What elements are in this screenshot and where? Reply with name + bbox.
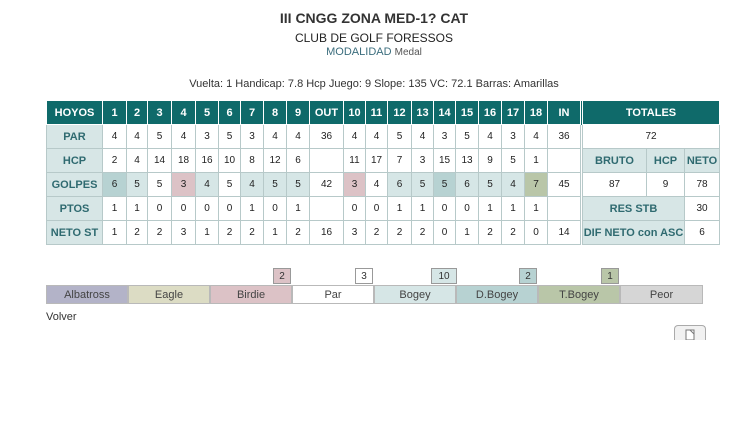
- golpes-cell: 7: [525, 173, 548, 197]
- par-cell: 5: [219, 125, 241, 149]
- ptos-cell: 1: [127, 197, 148, 221]
- ptos-row: [47, 197, 720, 221]
- golpes-cell: 4: [366, 173, 388, 197]
- par-cell: 5: [388, 125, 412, 149]
- hole-header: 6: [219, 101, 241, 125]
- par-cell: 4: [479, 125, 502, 149]
- neto-cell: 1: [264, 221, 287, 245]
- hcp-total-value: 9: [647, 173, 685, 197]
- par-cell: 4: [344, 125, 366, 149]
- ptos-cell: 1: [287, 197, 310, 221]
- hole-header: 16: [479, 101, 502, 125]
- golpes-cell: 4: [502, 173, 525, 197]
- hoyos-header: HOYOS: [47, 101, 103, 125]
- neto-cell: 0: [434, 221, 456, 245]
- golpes-cell: 5: [148, 173, 172, 197]
- golpes-cell: 5: [127, 173, 148, 197]
- hole-header: 9: [287, 101, 310, 125]
- scorecard-table: [46, 100, 720, 245]
- hcp-cell: 13: [456, 149, 479, 173]
- par-cell: 4: [172, 125, 196, 149]
- par-out: 36: [310, 125, 344, 149]
- par-cell: 3: [241, 125, 264, 149]
- golpes-row: [47, 173, 720, 197]
- ptos-in: [548, 197, 581, 221]
- par-cell: 5: [148, 125, 172, 149]
- hole-header: 7: [241, 101, 264, 125]
- par-cell: 4: [127, 125, 148, 149]
- bruto-label: BRUTO: [583, 149, 647, 173]
- par-cell: 4: [412, 125, 434, 149]
- neto-label: NETO: [685, 149, 720, 173]
- in-header: IN: [548, 101, 581, 125]
- hole-header: 4: [172, 101, 196, 125]
- neto-value: 78: [685, 173, 720, 197]
- hcp-cell: 4: [127, 149, 148, 173]
- hole-header: 5: [196, 101, 219, 125]
- legend-bogey: Bogey: [374, 285, 456, 304]
- par-label: PAR: [47, 125, 103, 149]
- ptos-cell: 0: [366, 197, 388, 221]
- golpes-label: GOLPES: [47, 173, 103, 197]
- ptos-cell: 0: [264, 197, 287, 221]
- neto-row: [47, 221, 720, 245]
- par-cell: 3: [434, 125, 456, 149]
- golpes-cell: 4: [196, 173, 219, 197]
- legend-dbogey: D.Bogey: [456, 285, 538, 304]
- neto-cell: 2: [148, 221, 172, 245]
- golpes-cell: 5: [479, 173, 502, 197]
- bogey-count: 10: [431, 268, 457, 284]
- ptos-cell: 0: [434, 197, 456, 221]
- hcp-cell: 16: [196, 149, 219, 173]
- ptos-cell: 1: [502, 197, 525, 221]
- neto-cell: 0: [525, 221, 548, 245]
- neto-st-label: NETO ST: [47, 221, 103, 245]
- golpes-cell: 5: [264, 173, 287, 197]
- hcp-cell: 3: [412, 149, 434, 173]
- neto-cell: 2: [502, 221, 525, 245]
- ptos-cell: 0: [196, 197, 219, 221]
- ptos-cell: 0: [344, 197, 366, 221]
- hole-header: 18: [525, 101, 548, 125]
- par-row: [47, 125, 720, 149]
- dif-neto-label: DIF NETO con ASC: [583, 221, 685, 245]
- dbogey-count: 2: [519, 268, 537, 284]
- par-cell: 4: [103, 125, 127, 149]
- par-cell: 4: [287, 125, 310, 149]
- ptos-cell: 1: [388, 197, 412, 221]
- par-cell: 3: [196, 125, 219, 149]
- hcp-cell: 2: [103, 149, 127, 173]
- par-cell: 4: [264, 125, 287, 149]
- legend-eagle: Eagle: [128, 285, 210, 304]
- golpes-cell: 5: [219, 173, 241, 197]
- neto-cell: 3: [172, 221, 196, 245]
- legend-par: Par: [292, 285, 374, 304]
- par-total: 72: [583, 125, 720, 149]
- hcp-cell: 14: [148, 149, 172, 173]
- ptos-cell: 0: [456, 197, 479, 221]
- ptos-cell: 1: [241, 197, 264, 221]
- legend-peor: Peor: [620, 285, 703, 304]
- golpes-in: 45: [548, 173, 581, 197]
- legend-birdie: Birdie: [210, 285, 292, 304]
- page-title: III CNGG ZONA MED-1? CAT: [279, 10, 469, 26]
- round-info: Vuelta: 1 Handicap: 7.8 Hcp Juego: 9 Slope: 135 VC: 72.1 Barras: Amarillas: [189, 78, 559, 90]
- bruto-value: 87: [583, 173, 647, 197]
- ptos-label: PTOS: [47, 197, 103, 221]
- hole-header: 15: [456, 101, 479, 125]
- neto-cell: 2: [127, 221, 148, 245]
- neto-cell: 2: [412, 221, 434, 245]
- hole-header: 2: [127, 101, 148, 125]
- hole-header: 11: [366, 101, 388, 125]
- hole-header: 1: [103, 101, 127, 125]
- document-icon: [675, 326, 705, 340]
- hcp-cell: 11: [344, 149, 366, 173]
- golpes-cell: 3: [344, 173, 366, 197]
- ptos-cell: 1: [479, 197, 502, 221]
- ptos-cell: 1: [525, 197, 548, 221]
- hcp-cell: 15: [434, 149, 456, 173]
- modalidad-value: Medal: [394, 47, 422, 58]
- birdie-count: 2: [273, 268, 291, 284]
- legend-tbogey: T.Bogey: [538, 285, 620, 304]
- hcp-out: [310, 149, 344, 173]
- tbogey-count: 1: [601, 268, 619, 284]
- hole-header: 8: [264, 101, 287, 125]
- golpes-cell: 5: [412, 173, 434, 197]
- hcp-cell: 17: [366, 149, 388, 173]
- par-cell: 5: [456, 125, 479, 149]
- neto-cell: 2: [388, 221, 412, 245]
- ptos-out: [310, 197, 344, 221]
- dif-neto-value: 6: [685, 221, 720, 245]
- golpes-cell: 6: [388, 173, 412, 197]
- neto-cell: 2: [287, 221, 310, 245]
- modalidad: [0, 46, 748, 58]
- hcp-in: [548, 149, 581, 173]
- neto-cell: 1: [456, 221, 479, 245]
- par-in: 36: [548, 125, 581, 149]
- hole-header: 10: [344, 101, 366, 125]
- golpes-out: 42: [310, 173, 344, 197]
- hcp-cell: 7: [388, 149, 412, 173]
- hcp-cell: 6: [287, 149, 310, 173]
- neto-cell: 1: [196, 221, 219, 245]
- neto-cell: 2: [366, 221, 388, 245]
- par-cell: 4: [366, 125, 388, 149]
- neto-cell: 2: [241, 221, 264, 245]
- totales-header: TOTALES: [583, 101, 720, 125]
- golpes-cell: 5: [287, 173, 310, 197]
- neto-cell: 2: [219, 221, 241, 245]
- neto-in: 14: [548, 221, 581, 245]
- hole-header: 13: [412, 101, 434, 125]
- hcp-cell: 8: [241, 149, 264, 173]
- res-stb-label: RES STB: [583, 197, 685, 221]
- par-cell: 3: [502, 125, 525, 149]
- pdf-icon[interactable]: [674, 325, 706, 340]
- hole-header: 3: [148, 101, 172, 125]
- score-legend: [46, 268, 703, 305]
- out-header: OUT: [310, 101, 344, 125]
- neto-out: 16: [310, 221, 344, 245]
- ptos-cell: 0: [148, 197, 172, 221]
- res-stb-value: 30: [685, 197, 720, 221]
- ptos-cell: 0: [172, 197, 196, 221]
- hcp-cell: 1: [525, 149, 548, 173]
- golpes-cell: 3: [172, 173, 196, 197]
- neto-cell: 3: [344, 221, 366, 245]
- hcp-label: HCP: [47, 149, 103, 173]
- hole-header: 17: [502, 101, 525, 125]
- volver-link[interactable]: Volver: [46, 311, 77, 323]
- par-cell: 4: [525, 125, 548, 149]
- legend-albatross: Albatross: [46, 285, 128, 304]
- neto-cell: 2: [479, 221, 502, 245]
- modalidad-label: MODALIDAD: [326, 46, 392, 58]
- golpes-cell: 6: [103, 173, 127, 197]
- hcp-cell: 12: [264, 149, 287, 173]
- neto-cell: 1: [103, 221, 127, 245]
- ptos-cell: 1: [412, 197, 434, 221]
- hcp-cell: 18: [172, 149, 196, 173]
- hcp-cell: 5: [502, 149, 525, 173]
- hcp-total-label: HCP: [647, 149, 685, 173]
- hole-header: 12: [388, 101, 412, 125]
- hcp-row: [47, 149, 720, 173]
- par-count: 3: [355, 268, 373, 284]
- golpes-cell: 6: [456, 173, 479, 197]
- hcp-cell: 9: [479, 149, 502, 173]
- golpes-cell: 4: [241, 173, 264, 197]
- ptos-cell: 1: [103, 197, 127, 221]
- ptos-cell: 0: [219, 197, 241, 221]
- hole-header: 14: [434, 101, 456, 125]
- golpes-cell: 5: [434, 173, 456, 197]
- header-row: [47, 101, 720, 125]
- hcp-cell: 10: [219, 149, 241, 173]
- club-name: CLUB DE GOLF FORESSOS: [294, 31, 454, 45]
